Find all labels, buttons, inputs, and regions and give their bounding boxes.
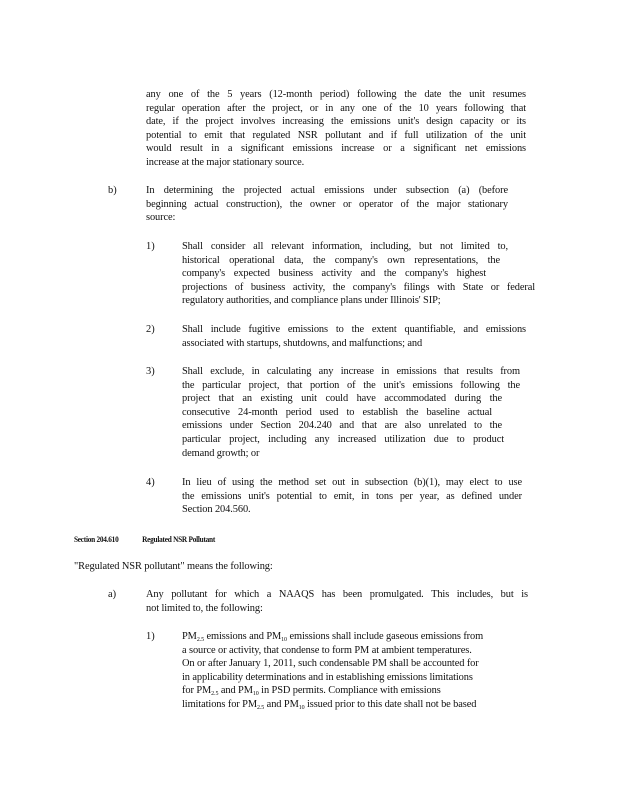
- text-line: potential to emit that regulated NSR pollutant and if full utilization of the unit: [146, 129, 526, 141]
- text-line: any one of the 5 years (12-month period) following the date the unit resumes: [146, 89, 526, 100]
- text-line: a source or activity, that condense to form PM at ambient temperatures.: [182, 644, 472, 656]
- definition-line: [74, 560, 273, 574]
- item-a1-paragraph: [182, 630, 528, 712]
- text-line: the particular project, that portion of the unit's emissions following the: [182, 379, 520, 391]
- text-line: On or after January 1, 2011, such condensable PM shall be accounted for: [182, 658, 479, 670]
- item-b-marker: b): [108, 185, 117, 196]
- text-line: projections of business activity, the company's filings with State or federal: [182, 281, 535, 293]
- text-line: emissions under Section 204.240 and that are also unrelated to the: [182, 420, 502, 432]
- text-line: regulatory authorities, and compliance plans under Illinois' SIP;: [182, 295, 441, 307]
- text-line: beginning actual construction), the owner or operator of the major stationary: [146, 198, 508, 210]
- text-line: In lieu of using the method set out in subsection (b)(1), may elect to use: [182, 477, 522, 488]
- sub-item-1-marker: 1): [146, 241, 155, 252]
- sub-item-4-paragraph: [182, 476, 522, 517]
- sub-item-3-marker: 3): [146, 366, 155, 377]
- text-line: Shall consider all relevant information, including, but not limited to,: [182, 241, 508, 252]
- text-line: Any pollutant for which a NAAQS has been promulgated. This includes, but is: [146, 589, 528, 600]
- text-line: the emissions unit's potential to emit, in tons per year, as defined under: [182, 490, 522, 502]
- intro-paragraph: [146, 88, 526, 170]
- text-line: "Regulated NSR pollutant" means the following:: [74, 561, 273, 572]
- sub-item-2-paragraph: [182, 323, 526, 350]
- text-line: Shall include fugitive emissions to the extent quantifiable, and emissions: [182, 324, 526, 335]
- text-line: particular project, including any increased utilization due to product: [182, 433, 504, 445]
- text-line: associated with startups, shutdowns, and malfunctions; and: [182, 337, 423, 349]
- text-line: in applicability determinations and in establishing emissions limitations: [182, 671, 473, 683]
- text-line: project that an existing unit could have accommodated during the: [182, 393, 502, 405]
- text-line: limitations for $PM_{2.5}$ and $PM_{10}$ issued prior to this date shall not be based: [182, 698, 477, 711]
- item-a-paragraph: [146, 588, 528, 615]
- text-line: Shall exclude, in calculating any increase in emissions that results from: [182, 366, 520, 377]
- item-a1-marker: 1): [146, 631, 155, 642]
- text-line: source:: [146, 212, 176, 224]
- text-line: increase at the major stationary source.: [146, 156, 305, 168]
- text-line: consecutive 24-month period used to establish the baseline actual: [182, 406, 492, 418]
- text-line: historical operational data, the company's own representations, the: [182, 254, 500, 266]
- text-line: regular operation after the project, or in any one of the 10 years following that: [146, 102, 526, 114]
- item-a-marker: a): [108, 589, 117, 600]
- text-line: not limited to, the following:: [146, 602, 263, 614]
- text-line: $PM_{2.5}$ emissions and $PM_{10}$ emissions shall include gaseous emissions from: [182, 631, 484, 643]
- section-heading: [74, 534, 215, 544]
- text-line: Section 204.560.: [182, 504, 251, 516]
- text-line: company's expected business activity and the company's highest: [182, 268, 486, 280]
- section-title: Regulated NSR Pollutant: [142, 534, 216, 544]
- sub-item-1-paragraph: [182, 240, 535, 308]
- item-b-paragraph: [146, 184, 508, 225]
- sub-item-4-marker: 4): [146, 477, 155, 488]
- text-line: date, if the project involves increasing the emissions unit's design capacity or its: [146, 116, 526, 128]
- text-line: for $PM_{2.5}$ and $PM_{10}$ in PSD permits. Compliance with emissions: [182, 685, 441, 698]
- sub-item-2-marker: 2): [146, 324, 155, 335]
- text-line: would result in a significant emissions increase or a significant net emissions: [146, 143, 526, 155]
- text-line: In determining the projected actual emissions under subsection (a) (before: [146, 185, 508, 196]
- text-line: demand growth; or: [182, 447, 260, 459]
- sub-item-3-paragraph: [182, 365, 520, 460]
- section-number: Section 204.610: [74, 534, 119, 544]
